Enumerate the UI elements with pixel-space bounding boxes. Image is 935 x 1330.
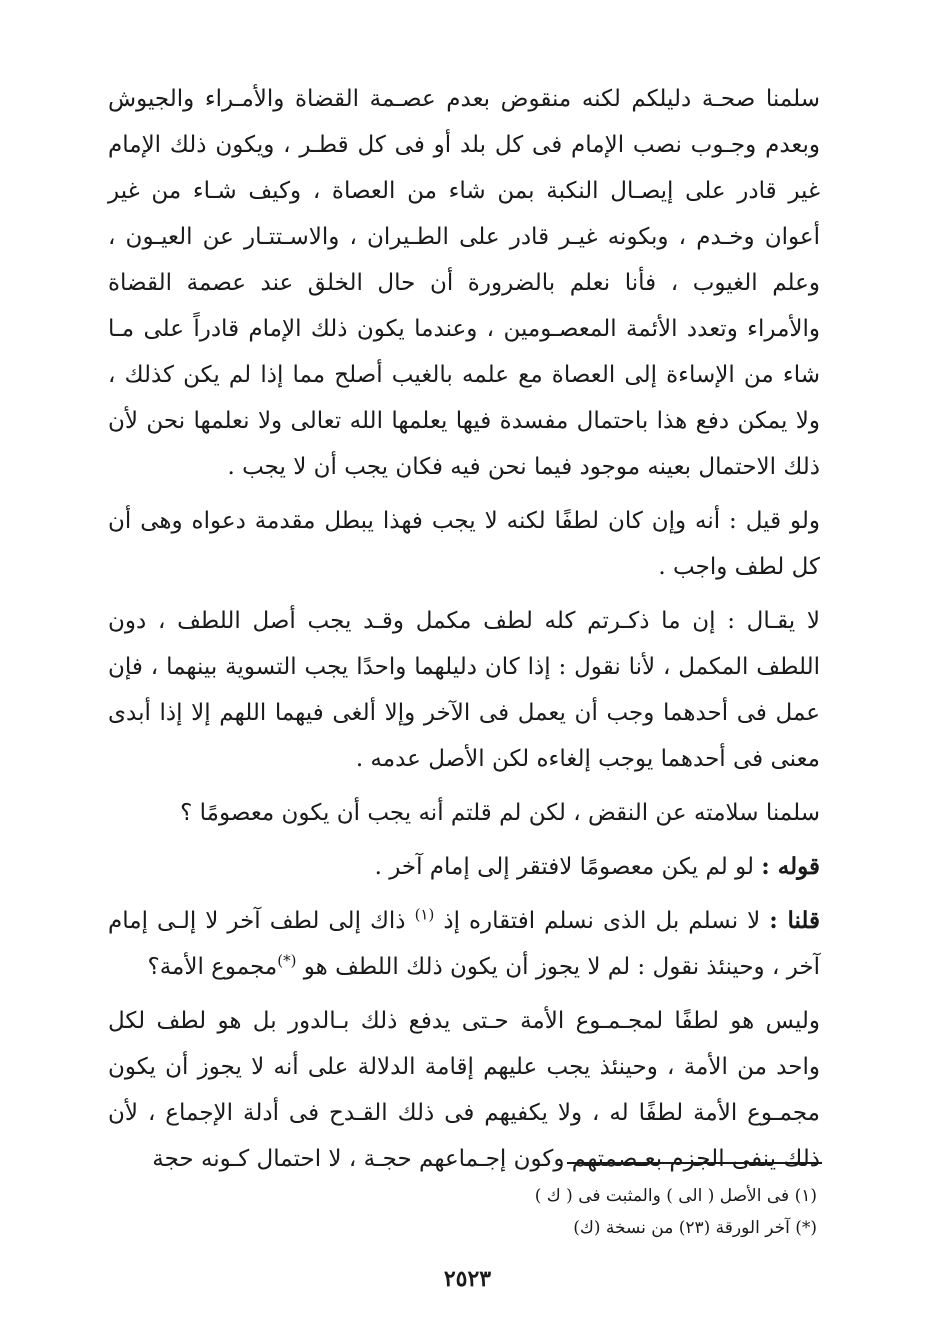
footnote-1: (١) فى الأصل ( الى ) والمثبت فى ( ك ) bbox=[534, 1186, 817, 1206]
page-number: ٢٥٢٣ bbox=[443, 1266, 492, 1292]
paragraph-6-body-start: لا نسلم بل الذى نسلم افتقاره إذ bbox=[434, 908, 770, 934]
paragraph-7: وليس هو لطفًا لمجـمـوع الأمة حـتى يدفع ذلك بـالدور بل هو لطف لكل واحد من الأمة ، وحينئذ يجب عليهم إقامة الدلالة على أنه لا يجوز أن يكون مجمـوع الأمة لطفًا له ، ولا يكفيهم فى ذلك القـدح فى أدلة الإجماع ، لأن ذلك ينفى الجزم بعـصمتهم وكون إجـماعهم حجـة ، لا احتمال كـونه حجة bbox=[108, 1008, 820, 1172]
paragraph-1: سلمنا صحـة دليلكم لكنه منقوض بعدم عصـمة القضاة والأمـراء والجيوش وبعدم وجـوب نصب الإمام فى كل بلد أو فى كل قطـر ، ويكون ذلك الإمام غير قادر على إيصـال النكبة بمن شاء من العصاة ، وكيف شـاء من غير أعوان وخـدم ، وبكونه غيـر قادر على الطـيران ، والاسـتتـار عن العيـون ، وعلم الغيوب ، فأنا نعلم بالضرورة أن حال الخلق عند عصمة القضاة والأمراء وتعدد الأئمة المعصـومين ، وعندما يكون ذلك الإمام قادراً على مـا شاء من الإساءة إلى العصاة مع علمه بالغيب أصلح مما إذا لم يكن كذلك ، ولا يمكن دفع هذا باحتمال مفسدة فيها يعلمها الله تعالى ولا نعلمها نحن لأن ذلك الاحتمال بعينه موجود فيما نحن فيه فكان يجب أن لا يجب . bbox=[108, 86, 820, 480]
footnote-divider bbox=[567, 1162, 822, 1164]
paragraph-6-lead: قلنا : bbox=[769, 907, 820, 934]
paragraph-5 bbox=[108, 844, 820, 890]
footnote-2: (*) آخر الورقة (٢٣) من نسخة (ك) bbox=[573, 1218, 817, 1238]
paragraph-5-body: لو لم يكن معصومًا لافتقر إلى إمام آخر . bbox=[374, 854, 762, 880]
paragraph-2: ولو قيل : أنه وإن كان لطفًا لكنه لا يجب فهذا يبطل مقدمة دعواه وهى أن كل لطف واجب . bbox=[108, 508, 820, 580]
paragraph-3: لا يقـال : إن ما ذكـرتم كله لطف مكمل وقـد يجب أصل اللطف ، دون اللطف المكمل ، لأنا نقول : إذا كان دليلهما واحدًا يجب التسوية بينهما ، فإن عمل فى أحدهما وجب أن يعمل فى الآخر وإلا ألغى فيهما اللهم إلا إذا أبدى معنى فى أحدهما يوجب إلغاءه لكن الأصل عدمه . bbox=[108, 608, 820, 772]
paragraph-5-lead: قوله : bbox=[761, 853, 820, 880]
paragraph-6 bbox=[108, 898, 820, 990]
footnotes bbox=[297, 1180, 817, 1244]
main-text bbox=[108, 76, 820, 1182]
footnote-ref-1: (١) bbox=[414, 905, 435, 924]
paragraph-6-body-end: مجموع الأمة؟ bbox=[147, 954, 278, 980]
paragraph-4: سلمنا سلامته عن النقض ، لكن لم قلتم أنه يجب أن يكون معصومًا ؟ bbox=[180, 800, 820, 826]
paragraph-6-body: ذاك إلى لطف آخر لا إلـى إمام آخر ، وحينئذ نقول : لم لا يجوز أن يكون ذلك اللطف هو bbox=[108, 908, 820, 980]
footnote-ref-star: (*) bbox=[277, 951, 297, 970]
